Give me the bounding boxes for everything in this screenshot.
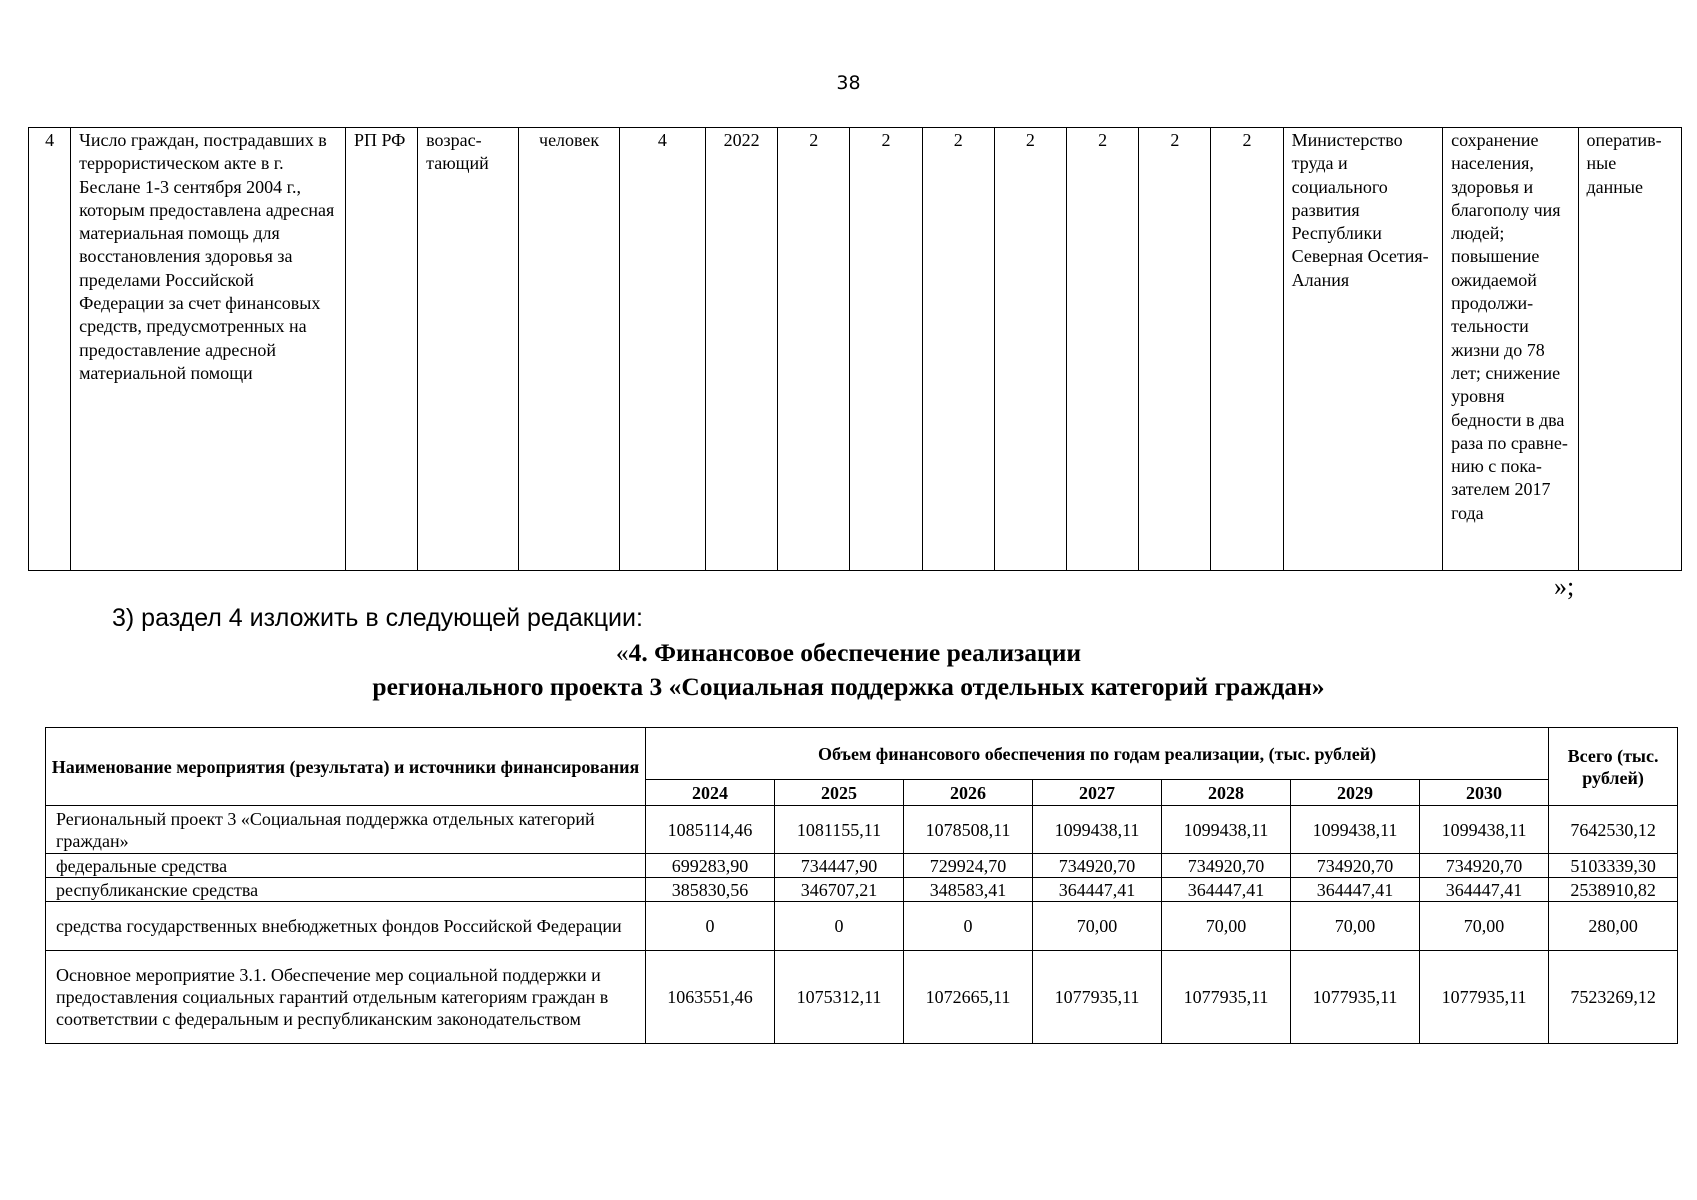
row-value: 1099438,11 bbox=[1162, 806, 1291, 854]
row-value: 699283,90 bbox=[646, 854, 775, 878]
row-name: Основное мероприятие 3.1. Обеспечение мер социальной поддержки и предоставления социальных гарантий отдельным категориям граждан в соответствии с федеральным и республиканским законодательством bbox=[46, 950, 646, 1043]
row-value: 1077935,11 bbox=[1162, 950, 1291, 1043]
indicator-value: 2 bbox=[1067, 128, 1139, 571]
row-total: 7523269,12 bbox=[1549, 950, 1678, 1043]
row-value: 1077935,11 bbox=[1420, 950, 1549, 1043]
row-name: республиканские средства bbox=[46, 878, 646, 902]
row-total: 280,00 bbox=[1549, 902, 1678, 950]
row-name: федеральные средства bbox=[46, 854, 646, 878]
row-name: Региональный проект 3 «Социальная поддержка отдельных категорий граждан» bbox=[46, 806, 646, 854]
row-value: 364447,41 bbox=[1420, 878, 1549, 902]
row-value: 346707,21 bbox=[775, 878, 904, 902]
row-value: 70,00 bbox=[1162, 902, 1291, 950]
row-value: 734920,70 bbox=[1033, 854, 1162, 878]
indicator-number: 4 bbox=[29, 128, 71, 571]
indicator-value: 2 bbox=[1211, 128, 1283, 571]
row-total: 5103339,30 bbox=[1549, 854, 1678, 878]
row-value: 1077935,11 bbox=[1291, 950, 1420, 1043]
row-value: 1085114,46 bbox=[646, 806, 775, 854]
row-value: 1099438,11 bbox=[1033, 806, 1162, 854]
indicator-trend: возрас-тающий bbox=[418, 128, 519, 571]
indicator-value: 2 bbox=[850, 128, 922, 571]
header-volume: Объем финансового обеспечения по годам реализации, (тыс. рублей) bbox=[646, 728, 1549, 780]
year-header: 2026 bbox=[904, 780, 1033, 806]
table-row bbox=[46, 806, 1678, 854]
row-value: 364447,41 bbox=[1033, 878, 1162, 902]
row-value: 1075312,11 bbox=[775, 950, 904, 1043]
row-value: 1099438,11 bbox=[1420, 806, 1549, 854]
row-value: 1063551,46 bbox=[646, 950, 775, 1043]
indicator-table bbox=[28, 127, 1682, 571]
indicator-value: 2 bbox=[1139, 128, 1211, 571]
row-value: 70,00 bbox=[1420, 902, 1549, 950]
table-row bbox=[46, 854, 1678, 878]
header-name: Наименование мероприятия (результата) и источники финансирования bbox=[46, 728, 646, 806]
year-header: 2024 bbox=[646, 780, 775, 806]
finance-header-row bbox=[46, 728, 1678, 780]
year-header: 2025 bbox=[775, 780, 904, 806]
table-row bbox=[46, 878, 1678, 902]
indicator-value: 2 bbox=[922, 128, 994, 571]
row-value: 734920,70 bbox=[1291, 854, 1420, 878]
row-value: 70,00 bbox=[1033, 902, 1162, 950]
table-row bbox=[46, 902, 1678, 950]
indicator-responsible: Министерство труда и социального развития Республики Северная Осетия-Алания bbox=[1283, 128, 1442, 571]
row-total: 7642530,12 bbox=[1549, 806, 1678, 854]
row-value: 1078508,11 bbox=[904, 806, 1033, 854]
indicator-unit: человек bbox=[519, 128, 619, 571]
row-value: 1077935,11 bbox=[1033, 950, 1162, 1043]
row-value: 1099438,11 bbox=[1291, 806, 1420, 854]
row-value: 70,00 bbox=[1291, 902, 1420, 950]
row-value: 0 bbox=[646, 902, 775, 950]
row-name: средства государственных внебюджетных фондов Российской Федерации bbox=[46, 902, 646, 950]
indicator-value: 2 bbox=[994, 128, 1066, 571]
row-value: 364447,41 bbox=[1291, 878, 1420, 902]
section-title-line1 bbox=[0, 638, 1697, 668]
indicator-level: РП РФ bbox=[345, 128, 417, 571]
section-open-quote: « bbox=[615, 638, 629, 667]
section-title-text: 4. Финансовое обеспечение реализации bbox=[628, 638, 1082, 667]
header-total: Всего (тыс. рублей) bbox=[1549, 728, 1678, 806]
row-value: 1081155,11 bbox=[775, 806, 904, 854]
row-value: 734920,70 bbox=[1162, 854, 1291, 878]
year-header: 2028 bbox=[1162, 780, 1291, 806]
closing-quote: »; bbox=[1554, 572, 1575, 601]
row-value: 734447,90 bbox=[775, 854, 904, 878]
row-value: 0 bbox=[775, 902, 904, 950]
indicator-row bbox=[29, 128, 1682, 571]
row-value: 0 bbox=[904, 902, 1033, 950]
year-header: 2029 bbox=[1291, 780, 1420, 806]
finance-table bbox=[45, 727, 1678, 1044]
instruction-text: 3) раздел 4 изложить в следующей редакции: bbox=[112, 604, 643, 632]
table-row bbox=[46, 950, 1678, 1043]
indicator-info-system: оператив-ные данные bbox=[1578, 128, 1682, 571]
row-value: 729924,70 bbox=[904, 854, 1033, 878]
row-value: 1072665,11 bbox=[904, 950, 1033, 1043]
page-number: 38 bbox=[836, 72, 861, 94]
indicator-value: 2 bbox=[778, 128, 850, 571]
section-title-line2: регионального проекта 3 «Социальная поддержка отдельных категорий граждан» bbox=[372, 672, 1325, 701]
row-value: 385830,56 bbox=[646, 878, 775, 902]
row-value: 348583,41 bbox=[904, 878, 1033, 902]
year-header: 2027 bbox=[1033, 780, 1162, 806]
indicator-goal-link: сохранение населения, здоровья и благополу чия людей; повышение ожидаемой продолжи-тельности жизни до 78 лет; снижение уровня бедности в два раза по сравне-нию с пока-зателем 2017 года bbox=[1443, 128, 1578, 571]
row-value: 734920,70 bbox=[1420, 854, 1549, 878]
row-value: 364447,41 bbox=[1162, 878, 1291, 902]
row-total: 2538910,82 bbox=[1549, 878, 1678, 902]
indicator-name: Число граждан, пострадавших в террористическом акте в г. Беслане 1-3 сентября 2004 г., которым предоставлена адресная материальная помощь для восстановления здоровья за пределами Российской Федерации за счет финансовых средств, предусмотренных на предоставление адресной материальной помощи bbox=[71, 128, 346, 571]
indicator-base-value: 4 bbox=[619, 128, 705, 571]
year-header: 2030 bbox=[1420, 780, 1549, 806]
indicator-base-year: 2022 bbox=[706, 128, 778, 571]
